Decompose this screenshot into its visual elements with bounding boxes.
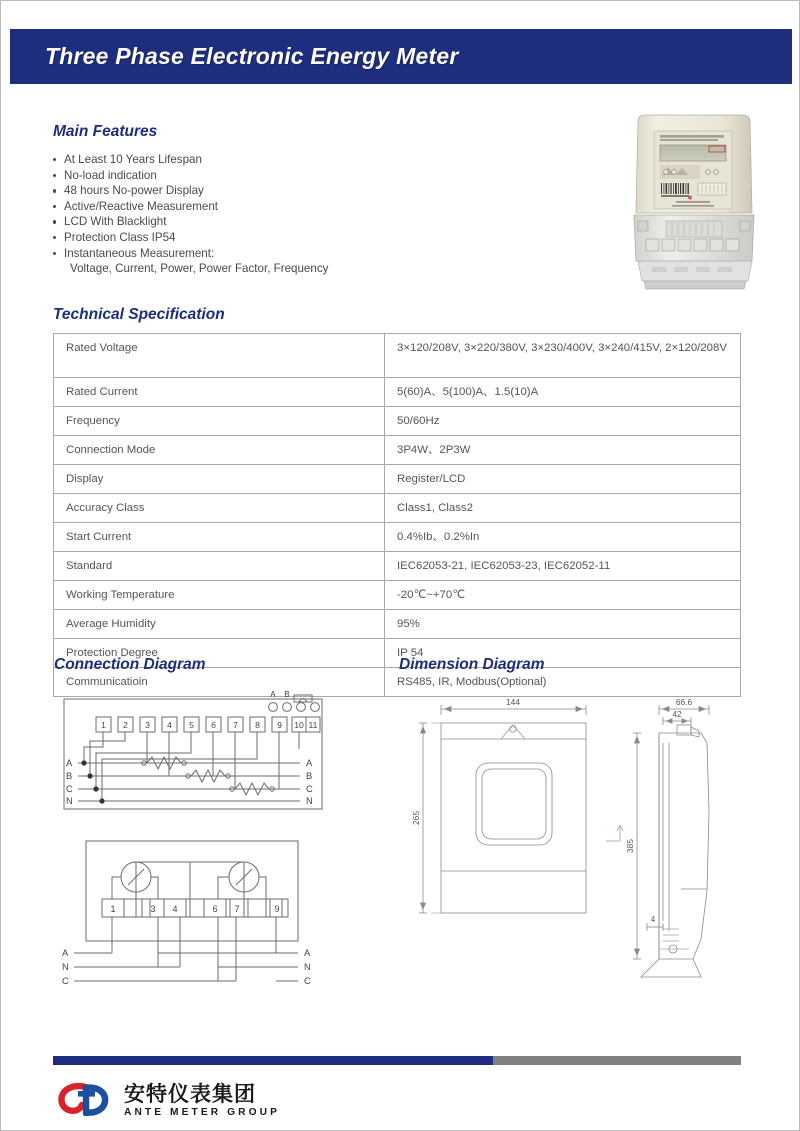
spec-label: Communicatioin: [54, 668, 385, 697]
spec-value: -20℃~+70℃: [385, 581, 741, 610]
spec-label: Display: [54, 465, 385, 494]
spec-value: Register/LCD: [385, 465, 741, 494]
dimension-diagram: [401, 691, 791, 1011]
header-banner: [10, 29, 792, 84]
logo-text: [124, 1083, 280, 1119]
spec-label: Start Current: [54, 523, 385, 552]
svg-text:A: A: [62, 947, 69, 958]
svg-text:A: A: [66, 757, 73, 768]
technical-specification-heading: Technical Specification: [53, 306, 225, 323]
connection-diagram-heading: Connection Diagram: [54, 656, 206, 673]
logo-chinese-name: 安特仪表集团: [124, 1082, 256, 1106]
list-item: [53, 168, 383, 184]
main-features-section: [53, 123, 383, 277]
logo-english-name: ANTE METER GROUP: [124, 1107, 281, 1118]
svg-text:B: B: [306, 770, 313, 781]
svg-text:6: 6: [211, 720, 216, 730]
spec-value: RS485, IR, Modbus(Optional): [385, 668, 741, 697]
table-row: [54, 465, 741, 494]
side-top-label: 42: [672, 709, 682, 719]
svg-text:3: 3: [150, 904, 156, 914]
svg-text:N: N: [306, 795, 313, 806]
svg-text:A: A: [306, 757, 313, 768]
spec-value: IEC62053-21, IEC62053-23, IEC62052-11: [385, 552, 741, 581]
svg-text:C: C: [304, 975, 311, 986]
list-item: [53, 183, 383, 199]
side-bottom-label: 4: [650, 915, 656, 924]
spec-label: Working Temperature: [54, 581, 385, 610]
spec-label: Connection Mode: [54, 436, 385, 465]
svg-text:3: 3: [145, 720, 150, 730]
svg-text:B: B: [66, 770, 73, 781]
table-row: [54, 334, 741, 378]
svg-text:4: 4: [172, 904, 178, 914]
product-photo: [616, 109, 776, 304]
spec-label: Rated Voltage: [54, 334, 385, 378]
connection-diagram: [54, 691, 384, 1011]
spec-value: 95%: [385, 610, 741, 639]
svg-text:4: 4: [167, 720, 172, 730]
feature-sub-label: Voltage, Current, Power, Power Factor, Frequency: [70, 262, 329, 276]
table-row: [54, 494, 741, 523]
logo-mark-icon: [56, 1081, 118, 1121]
svg-text:5: 5: [189, 720, 194, 730]
spec-value: 3×120/208V, 3×220/380V, 3×230/400V, 3×240/415V, 2×120/208V: [385, 334, 741, 378]
svg-text:C: C: [306, 783, 313, 794]
bullet-icon: [53, 252, 56, 255]
table-row: [54, 523, 741, 552]
side-height-label: 385: [625, 839, 635, 853]
svg-text:8: 8: [255, 720, 260, 730]
table-row: [54, 436, 741, 465]
company-logo: [56, 1081, 280, 1121]
svg-text:N: N: [304, 961, 311, 972]
spec-value: Class1, Class2: [385, 494, 741, 523]
spec-label: Protection Degree: [54, 639, 385, 668]
svg-text:9: 9: [277, 720, 282, 730]
bullet-icon: [53, 205, 56, 208]
bullet-icon: [53, 220, 56, 223]
table-row: [54, 610, 741, 639]
table-row: [54, 378, 741, 407]
bullet-icon: [53, 158, 56, 161]
feature-label: 48 hours No-power Display: [64, 184, 204, 198]
bullet-icon: [53, 174, 56, 177]
list-item: [53, 199, 383, 215]
table-row: [54, 407, 741, 436]
table-row: [54, 552, 741, 581]
svg-text:7: 7: [233, 720, 238, 730]
list-item: [53, 246, 383, 262]
main-features-heading: Main Features: [53, 123, 158, 140]
table-row: [54, 581, 741, 610]
specification-table: [53, 333, 741, 697]
svg-text:7: 7: [234, 904, 240, 914]
dimension-diagram-heading: Dimension Diagram: [399, 656, 545, 673]
spec-label: Standard: [54, 552, 385, 581]
svg-text:N: N: [66, 795, 73, 806]
spec-label: Accuracy Class: [54, 494, 385, 523]
feature-label: No-load indication: [64, 168, 157, 182]
feature-label: LCD With Blacklight: [64, 215, 167, 229]
feature-label: At Least 10 Years Lifespan: [64, 153, 202, 166]
spec-value: 5(60)A、5(100)A、1.5(10)A: [385, 378, 741, 407]
list-item: [53, 230, 383, 246]
footer-bar-gray: [493, 1056, 741, 1065]
svg-text:11: 11: [308, 720, 318, 730]
list-item: [53, 152, 383, 168]
technical-specification-section: [53, 306, 741, 697]
spec-value: 3P4W、2P3W: [385, 436, 741, 465]
svg-text:6: 6: [212, 904, 218, 914]
spec-value: 0.4%Ib、0.2%In: [385, 523, 741, 552]
feature-label: Active/Reactive Measurement: [64, 199, 219, 213]
svg-text:1: 1: [101, 720, 106, 730]
svg-text:C: C: [66, 783, 73, 794]
svg-text:B: B: [284, 691, 290, 699]
svg-text:1: 1: [110, 904, 116, 914]
spec-value: IP 54: [385, 639, 741, 668]
spec-label: Rated Current: [54, 378, 385, 407]
list-item: [53, 214, 383, 230]
front-width-label: 144: [506, 697, 520, 707]
feature-label: Instantaneous Measurement:: [64, 246, 215, 260]
front-height-label: 265: [411, 811, 421, 825]
spec-value: 50/60Hz: [385, 407, 741, 436]
page-title: Three Phase Electronic Energy Meter: [45, 43, 459, 69]
svg-text:C: C: [62, 975, 69, 986]
svg-text:10: 10: [294, 720, 304, 730]
bullet-icon: [53, 189, 56, 192]
features-list: [53, 152, 383, 261]
svg-text:N: N: [62, 961, 69, 972]
svg-text:2: 2: [123, 720, 128, 730]
footer-bar-blue: [53, 1056, 493, 1065]
spec-label: Average Humidity: [54, 610, 385, 639]
feature-label: Protection Class IP54: [64, 230, 176, 244]
svg-text:A: A: [270, 691, 276, 699]
side-width-label: 66.6: [675, 697, 693, 707]
bullet-icon: [53, 236, 56, 239]
svg-text:9: 9: [274, 904, 280, 914]
svg-text:A: A: [304, 947, 311, 958]
spec-label: Frequency: [54, 407, 385, 436]
